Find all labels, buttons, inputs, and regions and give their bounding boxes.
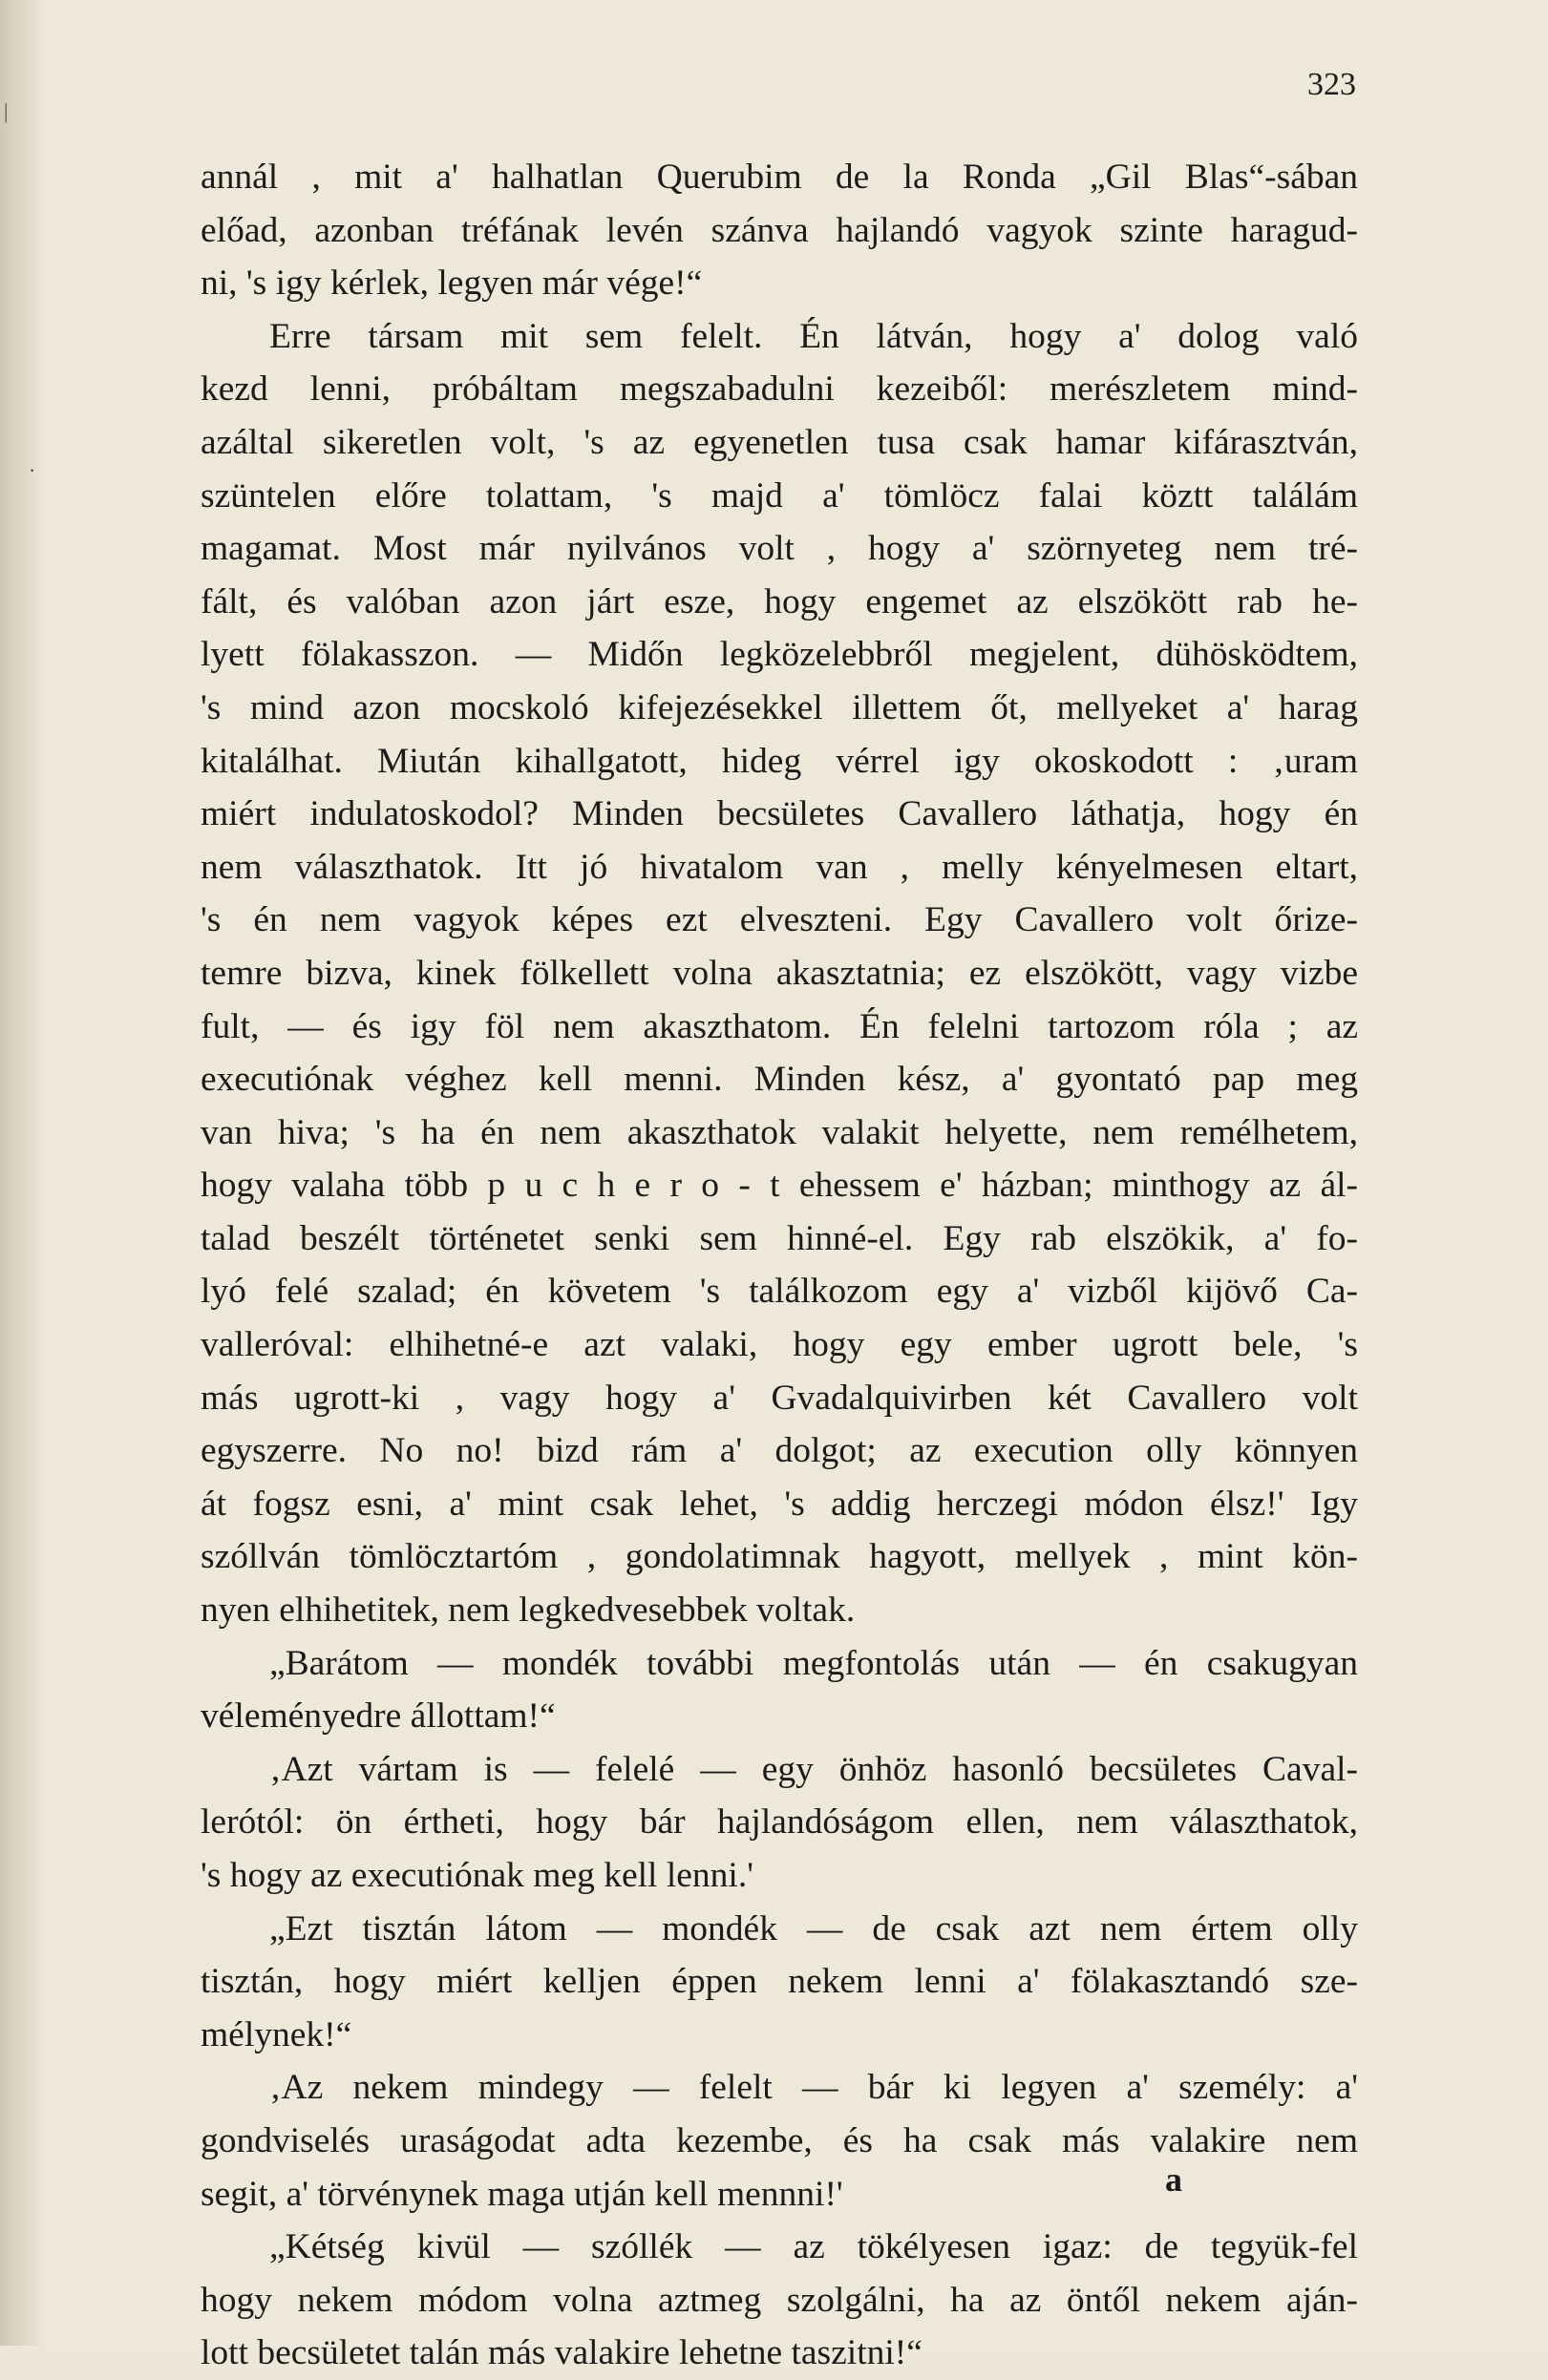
page-number: 323 (1307, 67, 1356, 102)
text-line: véleményedre állottam!“ (201, 1696, 556, 1737)
page-gutter-shadow (0, 0, 46, 2346)
text-line: szüntelen előre tolattam, 's majd a' tömlöcz falai köztt találám (201, 475, 1358, 516)
text-line: lott becsületet talán más valakire lehetne taszitni!“ (201, 2333, 922, 2373)
text-line: „Ezt tisztán látom — mondék — de csak azt nem értem olly (269, 1908, 1358, 1948)
text-line: „Barátom — mondék további megfontolás után — én csakugyan (269, 1643, 1358, 1683)
text-line: 's mind azon mocskoló kifejezésekkel illettem őt, mellyeket a' harag (201, 687, 1358, 727)
text-line: van hiva; 's ha én nem akaszthatok valakit helyette, nem remélhetem, (201, 1112, 1358, 1152)
text-line: talad beszélt történetet senki sem hinné-el. Egy rab elszökik, a' fo- (201, 1218, 1358, 1258)
text-line: gondviselés uraságodat adta kezembe, és ha csak más valakire nem (201, 2120, 1358, 2160)
text-line: magamat. Most már nyilvános volt , hogy a' szörnyeteg nem tré- (201, 529, 1358, 569)
text-line: mélynek!“ (201, 2014, 352, 2054)
text-line: fult, — és igy föl nem akaszthatom. Én felelni tartozom róla ; az (201, 1006, 1358, 1046)
body-text (201, 151, 1358, 2380)
text-line: ‚Az nekem mindegy — felelt — bár ki legyen a' személy: a' (269, 2068, 1358, 2108)
text-line: ni, 's igy kérlek, legyen már vége!“ (201, 263, 703, 304)
text-line: lyó felé szalad; én követem 's találkozom egy a' vizből kijövő Ca- (201, 1272, 1358, 1312)
text-line: át fogsz esni, a' mint csak lehet, 's addig herczegi módon élsz!' Igy (201, 1484, 1358, 1524)
text-line: hogy valaha több p u c h e r o - t ehessem e' házban; minthogy az ál- (201, 1166, 1358, 1206)
text-line: más ugrott-ki , vagy hogy a' Gvadalquivirben két Cavallero volt (201, 1378, 1358, 1418)
text-line: lerótól: ön értheti, hogy bár hajlandóságom ellen, nem választhatok, (201, 1802, 1358, 1843)
text-line: hogy nekem módom volna aztmeg szolgálni, ha az öntől nekem aján- (201, 2280, 1358, 2320)
text-line: fált, és valóban azon járt esze, hogy engemet az elszökött rab he- (201, 581, 1358, 621)
text-line: segit, a' törvénynek maga utján kell mennni!' (201, 2174, 843, 2214)
text-line: 's én nem vagyok képes ezt elveszteni. Egy Cavallero volt őrize- (201, 900, 1358, 940)
text-line: egyszerre. No no! bizd rám a' dolgot; az execution olly könnyen (201, 1431, 1358, 1471)
text-line: Erre társam mit sem felelt. Én látván, hogy a' dolog való (269, 316, 1358, 356)
text-line: valleróval: elhihetné-e azt valaki, hogy egy ember ugrott bele, 's (201, 1325, 1358, 1365)
catchword: a (1165, 2160, 1182, 2199)
margin-bleed-mark: · (29, 458, 36, 482)
text-line: szóllván tömlöcztartóm , gondolatimnak hagyott, mellyek , mint kön- (201, 1537, 1358, 1577)
text-line: nyen elhihetitek, nem legkedvesebbek voltak. (201, 1590, 856, 1631)
text-line: kezd lenni, próbáltam megszabadulni kezeiből: merészletem mind- (201, 369, 1358, 410)
text-line: 's hogy az executiónak meg kell lenni.' (201, 1856, 753, 1895)
text-line: miért indulatoskodol? Minden becsületes Cavallero láthatja, hogy én (201, 794, 1358, 834)
text-line: előad, azonban tréfának levén szánva hajlandó vagyok szinte haragud- (201, 210, 1358, 250)
text-line: lyett fölakasszon. — Midőn legközelebbről megjelent, dühösködtem, (201, 635, 1358, 675)
text-line: tisztán, hogy miért kelljen éppen nekem lenni a' fölakasztandó sze- (201, 1962, 1358, 2002)
text-line: nem választhatok. Itt jó hivatalom van , melly kényelmesen eltart, (201, 847, 1358, 887)
text-line: annál , mit a' halhatlan Querubim de la Ronda „Gil Blas“-sában (201, 158, 1358, 197)
text-line: azáltal sikeretlen volt, 's az egyenetlen tusa csak hamar kifárasztván, (201, 422, 1358, 462)
text-line: ‚Azt vártam is — felelé — egy önhöz hasonló becsületes Caval- (269, 1749, 1358, 1789)
margin-bleed-mark: | (4, 99, 9, 123)
text-line: kitalálhat. Miután kihallgatott, hideg vérrel igy okoskodott : ‚uram (201, 741, 1358, 781)
text-line: executiónak véghez kell menni. Minden kész, a' gyontató pap meg (201, 1060, 1358, 1100)
text-line: temre bizva, kinek fölkellett volna akasztatnia; ez elszökött, vagy vizbe (201, 953, 1358, 993)
text-line: „Kétség kivül — szóllék — az tökélyesen igaz: de tegyük-fel (269, 2227, 1358, 2267)
